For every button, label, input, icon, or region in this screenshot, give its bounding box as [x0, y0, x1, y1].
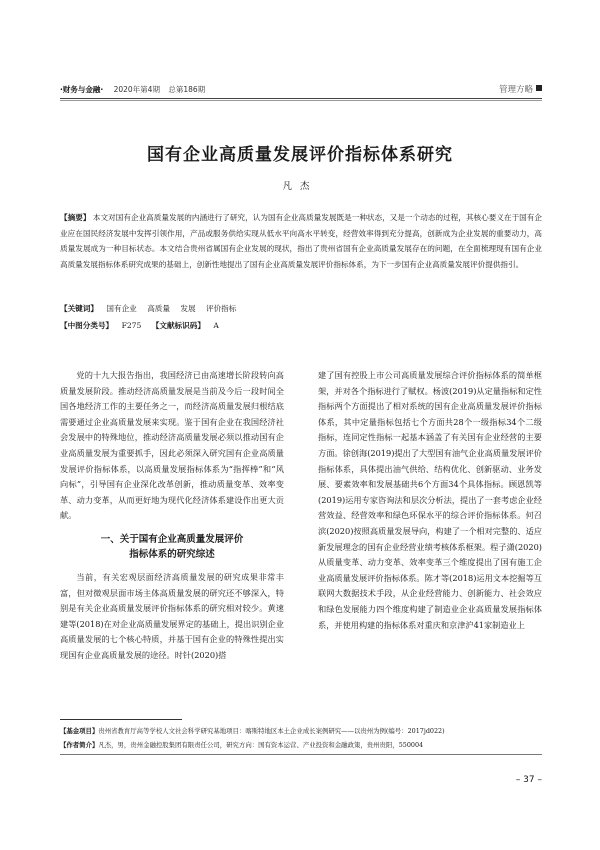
section-heading	[60, 532, 284, 562]
keyword: 国有企业	[106, 304, 137, 313]
classification-line	[60, 320, 542, 331]
header-left	[60, 84, 211, 95]
header-section: ·财务与金融·	[60, 85, 104, 94]
body-paragraph: 党的十九大报告指出，我国经济已由高速增长阶段转向高质量发展阶段。推动经济高质量发展是当前及今后一段时间全国各地经济工作的主要任务之一，而经济高质量发展归根结底需要通过企业高质量发展来实现。鉴于国有企业在我国经济社会发展中的特殊地位，推动经济高质量发展必须以推动国有企业高质量发展为重要抓手，因此必须深入研究国有企业高质量发展评价指标体系，以高质量发展指标体系为“指挥棒”和“风向标”，引导国有企业深化改革创新，推动质量变革、效率变革、动力变革，从而更好地为现代化经济体系建设作出更大贡献。	[60, 370, 284, 521]
footnote-author	[60, 740, 542, 750]
body-column-right	[318, 368, 542, 633]
header-issue: 2020年第4期	[113, 85, 160, 94]
fund-label: 【基金项目】	[60, 727, 99, 735]
abstract-label: 【摘要】	[60, 213, 91, 222]
doc-code-label: 【文献标识码】	[151, 321, 205, 330]
header-rule	[60, 98, 542, 99]
author-bio-text: 凡杰，男，贵州金融控股集团有限责任公司，研究方向：国有资本运营、产业投资和金融政策，贵州贵阳，550004	[98, 741, 424, 749]
footnote-fund	[60, 726, 542, 736]
article-title: 国有企业高质量发展评价指标体系研究	[147, 145, 453, 165]
section-heading-line-1: 一、关于国有企业高质量发展评价	[100, 533, 244, 545]
article-author: 凡杰	[282, 181, 318, 192]
header-total: 总第186期	[168, 85, 206, 94]
clc-label: 【中图分类号】	[60, 321, 114, 330]
header-column-label: 管理方略	[498, 85, 533, 95]
section-heading-line-2: 指标体系的研究综述	[129, 548, 215, 560]
keyword: 高质量	[147, 304, 170, 313]
abstract-text: 本文对国有企业高质量发展的内涵进行了研究，认为国有企业高质量发展既是一种状态，又是一个动态的过程，其核心要义在于国有企业应在国民经济发展中发挥引领作用，产品或服务供给实现从低水平向高水平转变，经营效率得到充分提高，创新成为企业发展的重要动力，高质量发展成为一种目标状态。本文结合贵州省属国有企业发展的现状，指出了贵州省国有企业高质量发展存在的问题，在全面梳理现有国有企业高质量发展指标体系研究成果的基础上，创新性地提出了国有企业高质量发展评价指标体系，为下一步国有企业高质量发展评价提供指引。	[60, 213, 542, 269]
footnote-rule	[60, 719, 182, 720]
fund-text: 贵州省教育厅高等学校人文社会科学研究基地项目：喀斯特地区本土企业成长案例研究——以贵州为例(编号：2017jd022)	[98, 727, 445, 735]
body-paragraph: 当前，有关宏观层面经济高质量发展的研究成果非常丰富，但对微观层面市场主体高质量发展的研究还不够深入，特别是有关企业高质量发展评价指标体系的研究相对较少。黄速建等(2018)在对企业高质量发展界定的基础上，提出识别企业高质量发展的七个核心特质，并基于国有企业的特殊性提出实现国有企业高质量发展的途径。时针(2020)搭	[60, 571, 284, 660]
doc-code-value: A	[213, 321, 219, 330]
running-header	[60, 82, 542, 98]
abstract	[60, 210, 542, 272]
clc-value: F275	[121, 321, 142, 330]
square-marker-icon	[536, 85, 542, 91]
footnote-bottom-rule	[60, 754, 542, 755]
body-column-left	[60, 368, 284, 664]
page-number: – 37 –	[515, 775, 542, 785]
keyword: 发展	[180, 304, 196, 313]
header-column	[499, 83, 542, 95]
keywords-line	[60, 303, 542, 314]
keywords-label: 【关键词】	[60, 304, 98, 313]
body-paragraph: 建了国有控股上市公司高质量发展综合评价指标体系的简单框架，并对各个指标进行了赋权。杨波(2019)从定量指标和定性指标两个方面提出了相对系统的国有企业高质量发展评价指标体系，其中定量指标包括七个方面共28个一级指标34个二级指标，连同定性指标一起基本涵盖了有关国有企业经营的主要方面。徐创海(2019)提出了大型国有油气企业高质量发展评价指标体系，具体提出油气供给、结构优化、创新驱动、业务发展、要素效率和发展基础共6个方面34个具体指标。顾恩凯等(2019)运用专家咨询法和层次分析法，提出了一套考虑企业经营效益、经营效率和绿色环保水平的综合评价指标体系。何召滨(2020)按照高质量发展导向，构建了一个相对完整的、适应新发展理念的国有企业经营业绩考核体系框架。程子潇(2020)从质量变革、动力变革、效率变革三个维度提出了国有施工企业高质量发展评价指标体系。陈才等(2018)运用文本挖掘等互联网大数据技术手段，从企业经营能力、创新能力、社会效应和绿色发展能力四个维度构建了制造业企业高质量发展指标体系，并使用构建的指标体系对重庆和京津沪41家制造业上	[318, 370, 542, 630]
author-bio-label: 【作者简介】	[60, 741, 99, 749]
header-rule-thin	[60, 100, 542, 101]
keyword: 评价指标	[206, 304, 237, 313]
